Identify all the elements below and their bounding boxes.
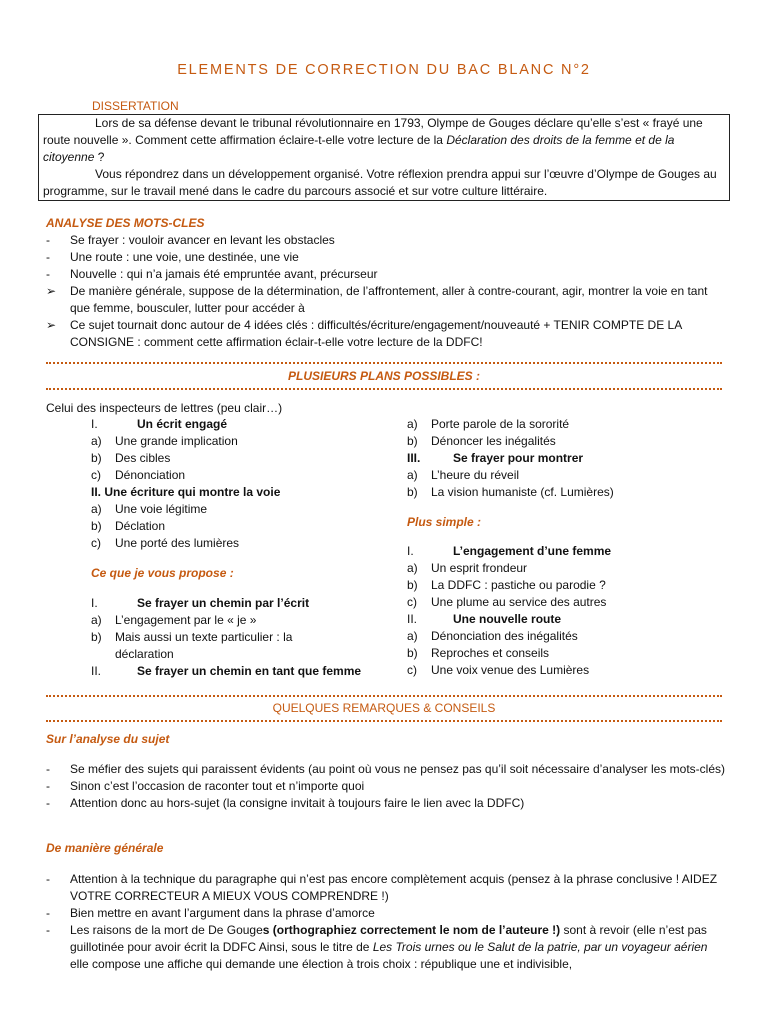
generale-list — [46, 871, 726, 973]
subject-box — [38, 114, 730, 201]
dotted-divider — [46, 362, 722, 364]
plan-heading-row — [91, 595, 391, 612]
item-label: a) — [407, 417, 418, 431]
item-text: Une voix venue des Lumières — [431, 663, 590, 677]
item-label: b) — [91, 451, 102, 465]
list-item-text: Les raisons de la mort de De Gouge — [70, 923, 263, 937]
simple-heading: Plus simple : — [407, 515, 482, 529]
plan-item — [91, 612, 391, 629]
analyse-heading: ANALYSE DES MOTS-CLES — [46, 216, 205, 230]
roman-numeral: III. — [407, 451, 421, 465]
plan-item — [91, 433, 391, 450]
item-label: a) — [407, 561, 418, 575]
bullet-mark: - — [46, 796, 50, 810]
list-item-text: Sinon c’est l’occasion de raconter tout et n’importe quoi — [70, 779, 365, 793]
plans-intro: Celui des inspecteurs de lettres (peu clair…) — [46, 401, 283, 415]
plan-item — [407, 645, 727, 662]
item-text: Dénonciation des inégalités — [431, 629, 578, 643]
list-item-text: Attention donc au hors-sujet (la consigne invitait à toujours faire le lien avec la DDFC) — [70, 796, 525, 810]
roman-numeral: II. — [407, 612, 418, 626]
item-text: Une voie légitime — [115, 502, 208, 516]
list-item — [46, 266, 726, 283]
item-text: Mais aussi un texte particulier : la déclaration — [115, 630, 293, 661]
item-label: a) — [407, 468, 418, 482]
plan-heading-row — [91, 663, 391, 680]
list-item-text: elle compose une affiche qui demande une élection à trois choix : république une et indivisible, — [70, 957, 573, 971]
work-title: Les Trois urnes ou le Salut de la patrie, par un voyageur aérien — [372, 940, 708, 954]
item-text: La vision humaniste (cf. Lumières) — [431, 485, 614, 499]
list-item-text: De manière générale, suppose de la détermination, de l’affrontement, aller à contre-courant, agir, montrer la voie en tant que femme, bousculer, lutter pour accéder à — [70, 284, 708, 315]
plan-item — [407, 467, 727, 484]
item-text: La DDFC : pastiche ou parodie ? — [431, 578, 606, 592]
item-text: Dénonciation — [115, 468, 186, 482]
dotted-divider — [46, 720, 722, 722]
item-text: L’engagement par le « je » — [115, 613, 257, 627]
plan-item — [407, 662, 727, 679]
analyse-sujet-list — [46, 761, 726, 812]
plans-heading: PLUSIEURS PLANS POSSIBLES : — [287, 369, 481, 383]
list-item — [46, 761, 726, 778]
item-label: b) — [91, 519, 102, 533]
item-text: Un esprit frondeur — [431, 561, 528, 575]
plan-part-title: II. Une écriture qui montre la voie — [91, 485, 281, 499]
proposed-plan — [91, 595, 391, 680]
item-label: a) — [91, 502, 102, 516]
roman-numeral: I. — [407, 544, 414, 558]
bullet-mark: - — [46, 923, 50, 937]
subject-paragraph-2: Vous répondrez dans un développement organisé. Votre réflexion prendra appui sur l’œuvre d’Olympe de Gouges au programme, sur le travail mené dans le cadre du parcours associé et sur votre culture littéraire. — [43, 167, 717, 198]
item-text: Des cibles — [115, 451, 171, 465]
subject-text-b: ? — [94, 150, 105, 164]
item-text: Dénoncer les inégalités — [431, 434, 556, 448]
dissertation-label: DISSERTATION — [92, 99, 179, 113]
plan-heading-row — [407, 611, 727, 628]
plan-item — [407, 628, 727, 645]
list-item-text: Nouvelle : qui n’a jamais été empruntée avant, précurseur — [70, 267, 378, 281]
plan-heading-row — [407, 543, 727, 560]
item-text: Une grande implication — [115, 434, 238, 448]
item-text: Porte parole de la sororité — [431, 417, 570, 431]
item-label: a) — [91, 613, 102, 627]
roman-numeral: I. — [91, 417, 98, 431]
roman-numeral: II. — [91, 664, 102, 678]
item-label: c) — [407, 663, 417, 677]
plan-item — [407, 433, 727, 450]
item-text: Déclation — [115, 519, 166, 533]
analyse-sujet-heading: Sur l’analyse du sujet — [46, 732, 170, 746]
bullet-mark: - — [46, 233, 50, 247]
analyse-list — [46, 232, 726, 351]
plan-item — [407, 594, 727, 611]
plan-heading-row — [91, 484, 391, 501]
plan-item — [407, 484, 727, 501]
emphasis-text: s (orthographiez correctement le nom de l’auteure !) — [262, 923, 561, 937]
plan-part-title: Se frayer pour montrer — [453, 451, 584, 465]
plan-left-column — [91, 416, 391, 552]
plan-right-column — [407, 416, 727, 501]
item-label: b) — [91, 630, 102, 644]
remarques-heading: QUELQUES REMARQUES & CONSEILS — [272, 701, 496, 715]
list-item — [46, 283, 726, 317]
list-item-text: Bien mettre en avant l’argument dans la phrase d’amorce — [70, 906, 375, 920]
item-label: a) — [407, 629, 418, 643]
item-text: L’heure du réveil — [431, 468, 520, 482]
simple-plan — [407, 543, 727, 679]
item-label: b) — [407, 578, 418, 592]
plan-heading-row — [91, 416, 391, 433]
bullet-mark: - — [46, 779, 50, 793]
item-text: Une plume au service des autres — [431, 595, 607, 609]
plan-item — [91, 450, 391, 467]
list-item-text: Se méfier des sujets qui paraissent évidents (au point où vous ne pensez pas qu’il soit nécessaire d’analyser les mots-clés) — [70, 762, 726, 776]
list-item — [46, 317, 726, 351]
plan-item — [91, 629, 391, 663]
plan-item — [407, 560, 727, 577]
list-item-text: Ce sujet tournait donc autour de 4 idées clés : difficultés/écriture/engagement/nouveauté + TENIR COMPTE DE LA CONSIGNE : comment cette affirmation éclair-t-elle votre lecture de la DDFC! — [70, 318, 682, 349]
item-label: b) — [407, 646, 418, 660]
item-label: c) — [91, 536, 101, 550]
item-label: b) — [407, 434, 418, 448]
bullet-mark: - — [46, 250, 50, 264]
plan-item — [407, 577, 727, 594]
list-item — [46, 795, 726, 812]
bullet-mark: - — [46, 267, 50, 281]
item-text: Reproches et conseils — [431, 646, 550, 660]
list-item-text: Attention à la technique du paragraphe qui n’est pas encore complètement acquis (pensez à la phrase conclusive ! AIDEZ VOTRE CORRECTEUR A MIEUX VOUS COMPRENDRE !) — [70, 872, 718, 903]
arrow-bullet-icon: ➢ — [46, 318, 57, 332]
list-item — [46, 871, 726, 905]
item-label: c) — [407, 595, 417, 609]
list-item-text: sont à revoir (elle n’est pas guillotinée pour avoir écrit la DDFC Ainsi, sous le titre de — [70, 923, 707, 954]
subject-text-a: Lors de sa défense devant le tribunal révolutionnaire en 1793, Olympe de Gouges déclare qu’elle s’est « frayé une route nouvelle ». Comment cette affirmation éclaire-t-elle votre lecture de la — [43, 116, 703, 147]
roman-numeral: I. — [91, 596, 98, 610]
plan-item — [91, 501, 391, 518]
bullet-mark: - — [46, 906, 50, 920]
list-item-text: Une route : une voie, une destinée, une vie — [70, 250, 299, 264]
subject-text-title: Déclaration des droits de la femme et de la citoyenne — [43, 133, 675, 164]
plan-item — [91, 535, 391, 552]
list-item-text: Se frayer : vouloir avancer en levant les obstacles — [70, 233, 335, 247]
arrow-bullet-icon: ➢ — [46, 284, 57, 298]
list-item — [46, 232, 726, 249]
item-text: Une porté des lumières — [115, 536, 240, 550]
plan-item — [91, 518, 391, 535]
plan-part-title: Un écrit engagé — [137, 417, 228, 431]
propose-heading: Ce que je vous propose : — [91, 566, 234, 580]
bullet-mark: - — [46, 872, 50, 886]
page-title: ELEMENTS DE CORRECTION DU BAC BLANC N°2 — [177, 62, 591, 78]
generale-heading: De manière générale — [46, 841, 164, 855]
plan-part-title: Se frayer un chemin par l’écrit — [137, 596, 310, 610]
plan-part-title: L’engagement d’une femme — [453, 544, 612, 558]
list-item — [46, 922, 726, 973]
dotted-divider — [46, 388, 722, 390]
plan-heading-row — [407, 450, 727, 467]
plan-item — [91, 467, 391, 484]
bullet-mark: - — [46, 762, 50, 776]
list-item — [46, 249, 726, 266]
subject-paragraph-1 — [43, 115, 725, 166]
plan-part-title: Se frayer un chemin en tant que femme — [137, 664, 362, 678]
list-item — [46, 905, 726, 922]
dotted-divider — [46, 695, 722, 697]
item-label: a) — [91, 434, 102, 448]
plan-part-title: Une nouvelle route — [453, 612, 562, 626]
item-label: b) — [407, 485, 418, 499]
item-label: c) — [91, 468, 101, 482]
plan-item — [407, 416, 727, 433]
list-item — [46, 778, 726, 795]
